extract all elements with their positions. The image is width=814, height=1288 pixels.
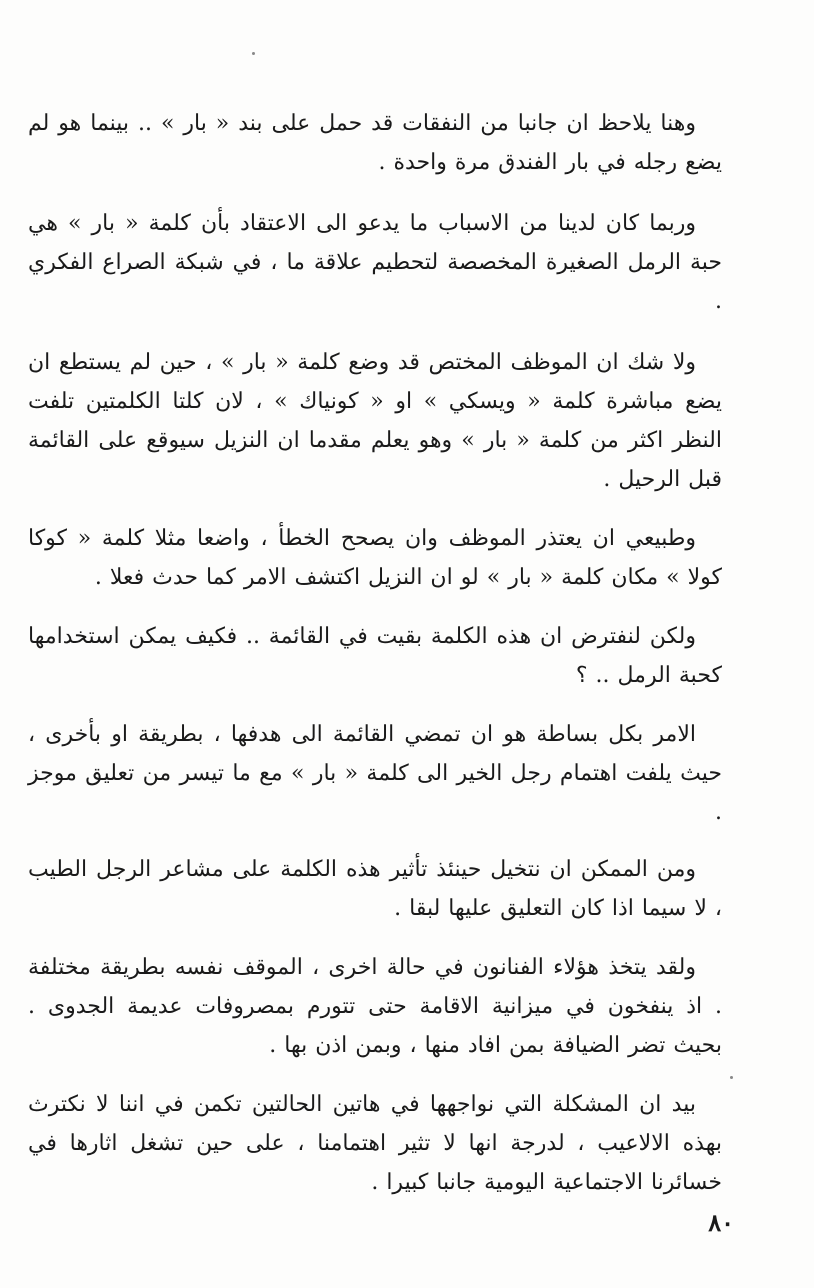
paragraph: ولقد يتخذ هؤلاء الفنانون في حالة اخرى ، الموقف نفسه بطريقة مختلفة . اذ ينفخون في ميزانية الاقامة حتى تتورم بمصروفات عديمة الجدوى . بحيث تضر الضيافة بمن افاد منها ، وبمن اذن بها . [28, 955, 722, 1058]
paragraph: وطبيعي ان يعتذر الموظف وان يصحح الخطأ ، واضعا مثلا كلمة « كوكا كولا » مكان كلمة « بار » لو ان النزيل اكتشف الامر كما حدث فعلا . [28, 526, 722, 590]
paragraph: الامر بكل بساطة هو ان تمضي القائمة الى هدفها ، بطريقة او بأخرى ، حيث يلفت اهتمام رجل الخير الى كلمة « بار » مع ما تيسر من تعليق موجز . [28, 722, 722, 825]
scan-speck [252, 52, 255, 55]
paragraph: وربما كان لدينا من الاسباب ما يدعو الى الاعتقاد بأن كلمة « بار » هي حبة الرمل الصغيرة المخصصة لتحطيم علاقة ما ، في شبكة الصراع الفكري . [28, 211, 722, 314]
page-number: ٨٠ [708, 1208, 734, 1237]
paragraph: ولكن لنفترض ان هذه الكلمة بقيت في القائمة .. فكيف يمكن استخدامها كحبة الرمل .. ؟ [28, 624, 722, 688]
paragraph: بيد ان المشكلة التي نواجهها في هاتين الحالتين تكمن في اننا لا نكترث بهذه الالاعيب ، لدرجة انها لا تثير اهتمامنا ، على حين تشغل اثارها في خسائرنا الاجتماعية اليومية جانبا كبيرا . [28, 1092, 722, 1195]
body-text [28, 104, 722, 1202]
scan-speck [730, 1076, 733, 1079]
paragraph: ولا شك ان الموظف المختص قد وضع كلمة « بار » ، حين لم يستطع ان يضع مباشرة كلمة « ويسكي » او « كونياك » ، لان كلتا الكلمتين تلفت النظر اكثر من كلمة « بار » وهو يعلم مقدما ان النزيل سيوقع على القائمة قبل الرحيل . [28, 350, 722, 492]
paragraph: ومن الممكن ان نتخيل حينئذ تأثير هذه الكلمة على مشاعر الرجل الطيب ، لا سيما اذا كان التعليق عليها لبقا . [28, 857, 722, 921]
paragraph: وهنا يلاحظ ان جانبا من النفقات قد حمل على بند « بار » .. بينما هو لم يضع رجله في بار الفندق مرة واحدة . [28, 111, 722, 175]
